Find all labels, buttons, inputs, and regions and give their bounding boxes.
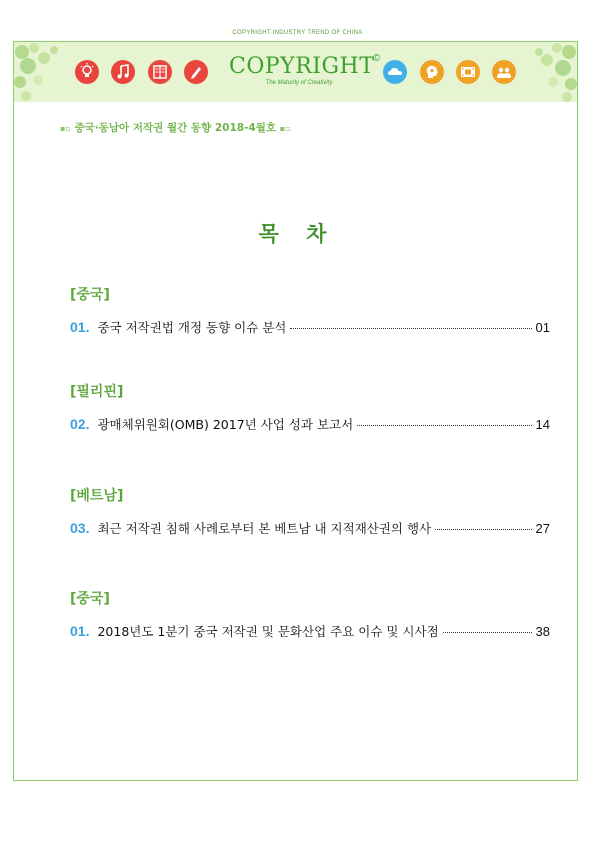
header-banner [14, 42, 577, 102]
book-icon [148, 60, 172, 84]
pen-icon [184, 60, 208, 84]
toc-title: 목 차 [258, 222, 337, 246]
entry-number: 02. [70, 416, 90, 432]
toc-section-philippines [70, 383, 550, 433]
lightbulb-icon [75, 60, 99, 84]
entry-page-number: 14 [535, 417, 550, 432]
entry-number: 03. [70, 520, 90, 536]
head-gear-icon [420, 60, 444, 84]
toc-entry[interactable] [70, 318, 550, 336]
issue-label-text: 중국·동남아 저작권 월간 동향 2018-4월호 [74, 122, 276, 134]
issue-label [60, 120, 291, 135]
toc-section-china-1 [70, 286, 550, 336]
dot-leader [357, 425, 531, 426]
issue-label-deco-right: ▪▫ [279, 124, 291, 133]
dot-leader [443, 632, 532, 633]
foliage-left-decoration [14, 42, 74, 102]
music-note-icon [111, 60, 135, 84]
entry-number: 01. [70, 623, 90, 639]
copyright-logo [229, 53, 381, 86]
foliage-right-decoration [517, 42, 577, 102]
film-strip-icon [456, 60, 480, 84]
toc-entry[interactable] [70, 519, 550, 537]
issue-label-deco-left: ▪▫ [60, 124, 71, 133]
entry-page-number: 38 [535, 624, 550, 639]
entry-title: 광매체위원회(OMB) 2017년 사업 성과 보고서 [97, 417, 354, 432]
logo-text: COPYRIGHT [229, 54, 375, 79]
entry-page-number: 01 [535, 320, 550, 335]
logo-copyright-mark: © [373, 53, 381, 64]
toc-section-vietnam [70, 487, 550, 537]
logo-tagline: The Maturity of Creativity [265, 80, 333, 86]
section-heading: [중국] [70, 287, 110, 303]
section-heading: [필리핀] [70, 384, 124, 400]
entry-title: 중국 저작권법 개정 동향 이슈 분석 [97, 320, 287, 335]
cloud-icon [383, 60, 407, 84]
entry-number: 01. [70, 319, 90, 335]
dot-leader [290, 328, 531, 329]
toc-entry[interactable] [70, 622, 550, 640]
toc-entry[interactable] [70, 415, 550, 433]
section-heading: [베트남] [70, 488, 124, 504]
entry-title: 최근 저작권 침해 사례로부터 본 베트남 내 지적재산권의 행사 [97, 521, 432, 536]
entry-page-number: 27 [535, 521, 550, 536]
header-top-label: COPYRIGHT INDUSTRY TREND OF CHINA [232, 30, 363, 36]
toc-section-china-2 [70, 590, 550, 640]
dot-leader [435, 529, 531, 530]
section-heading: [중국] [70, 591, 110, 607]
people-icon [492, 60, 516, 84]
entry-title: 2018년도 1분기 중국 저작권 및 문화산업 주요 이슈 및 시사점 [97, 624, 439, 639]
